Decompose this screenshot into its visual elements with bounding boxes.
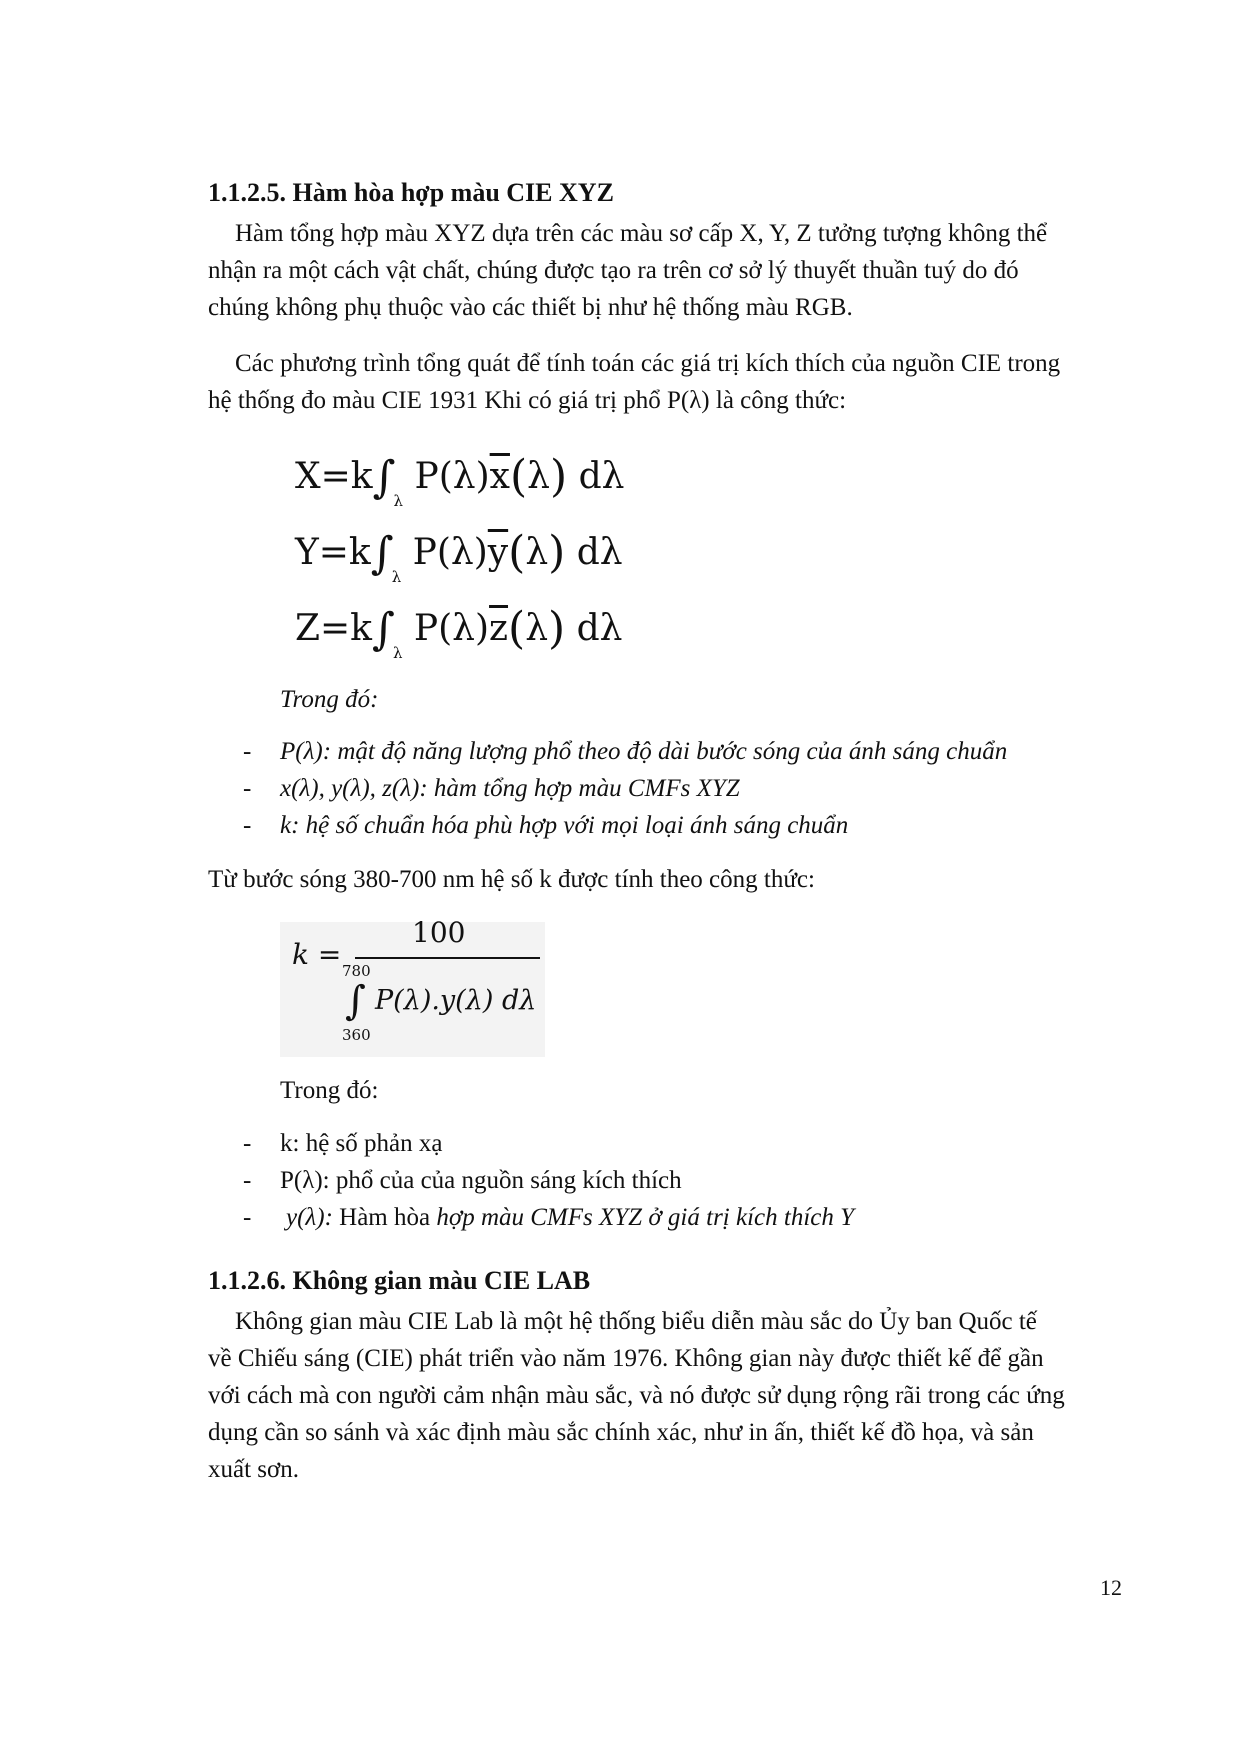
k-formula-upper-limit: 780 bbox=[342, 962, 371, 980]
paragraph-line: hệ thống đo màu CIE 1931 Khi có giá trị phổ P(λ) là công thức: bbox=[208, 387, 847, 414]
page-number: 12 bbox=[1100, 1575, 1122, 1600]
paragraph-line: Các phương trình tổng quát để tính toán các giá trị kích thích của nguồn CIE trong bbox=[235, 350, 1061, 377]
bullet-item: x(λ), y(λ), z(λ): hàm tổng hợp màu CMFs XYZ bbox=[280, 775, 740, 802]
bullet-item: P(λ): phổ của của nguồn sáng kích thích bbox=[280, 1167, 682, 1194]
equation-x: $X=k\int_\lambda$ $P(\lambda)\overline{x}(\lambda)$ dλ bbox=[295, 451, 625, 510]
section-heading-cie-lab: 1.1.2.6. Không gian màu CIE LAB bbox=[208, 1266, 591, 1295]
bullet-dash: - bbox=[243, 1167, 252, 1194]
where-label: Trong đó: bbox=[280, 686, 379, 713]
k-formula-lhs: k = bbox=[292, 938, 342, 971]
paragraph-line: về Chiếu sáng (CIE) phát triển vào năm 1976. Không gian này được thiết kế để gần bbox=[208, 1345, 1044, 1372]
k-formula-numerator: 100 bbox=[412, 916, 466, 949]
paragraph-line: Không gian màu CIE Lab là một hệ thống biểu diễn màu sắc do Ủy ban Quốc tế bbox=[235, 1308, 1037, 1335]
equation-y: $Y=k\int_\lambda$ $P(\lambda)\overline{y}(\lambda)$ dλ bbox=[295, 527, 623, 586]
bullet-dash: - bbox=[243, 1130, 252, 1157]
paragraph-line: dụng cần so sánh và xác định màu sắc chính xác, như in ấn, thiết kế đồ họa, và sản bbox=[208, 1419, 1034, 1446]
equation-z: $Z=k\int_\lambda$ $P(\lambda)\overline{z}(\lambda)$ dλ bbox=[295, 603, 623, 662]
integral-sign: ∫ bbox=[345, 978, 366, 1024]
bullet-item: k: hệ số chuẩn hóa phù hợp với mọi loại ánh sáng chuẩn bbox=[280, 812, 849, 839]
paragraph-line: Hàm tổng hợp màu XYZ dựa trên các màu sơ cấp X, Y, Z tưởng tượng không thể bbox=[235, 220, 1048, 247]
bullet-item: P(λ): mật độ năng lượng phổ theo độ dài bước sóng của ánh sáng chuẩn bbox=[280, 738, 1008, 765]
k-intro: Từ bước sóng 380-700 nm hệ số k được tính theo công thức: bbox=[208, 866, 815, 893]
k-formula-fraction-bar bbox=[355, 957, 540, 959]
bullet-dash: - bbox=[243, 775, 252, 802]
paragraph-line: với cách mà con người cảm nhận màu sắc, và nó được sử dụng rộng rãi trong các ứng bbox=[208, 1382, 1065, 1409]
where-label: Trong đó: bbox=[280, 1077, 379, 1104]
paragraph-line: nhận ra một cách vật chất, chúng được tạo ra trên cơ sở lý thuyết thuần tuý do đó bbox=[208, 257, 1019, 284]
bullet-dash: - bbox=[243, 738, 252, 765]
paragraph-line: chúng không phụ thuộc vào các thiết bị như hệ thống màu RGB. bbox=[208, 294, 853, 321]
bullet-dash: - bbox=[243, 812, 252, 839]
bullet-item: y(λ): Hàm hòa hợp màu CMFs XYZ ở giá trị kích thích Y bbox=[286, 1204, 855, 1231]
bullet-dash: - bbox=[243, 1204, 252, 1231]
section-heading-cie-xyz: 1.1.2.5. Hàm hòa hợp màu CIE XYZ bbox=[208, 178, 614, 207]
k-formula-lower-limit: 360 bbox=[342, 1026, 371, 1044]
k-formula-integrand: P(λ).y(λ) dλ bbox=[375, 985, 537, 1016]
paragraph-line: xuất sơn. bbox=[208, 1456, 299, 1483]
bullet-item: k: hệ số phản xạ bbox=[280, 1130, 443, 1157]
